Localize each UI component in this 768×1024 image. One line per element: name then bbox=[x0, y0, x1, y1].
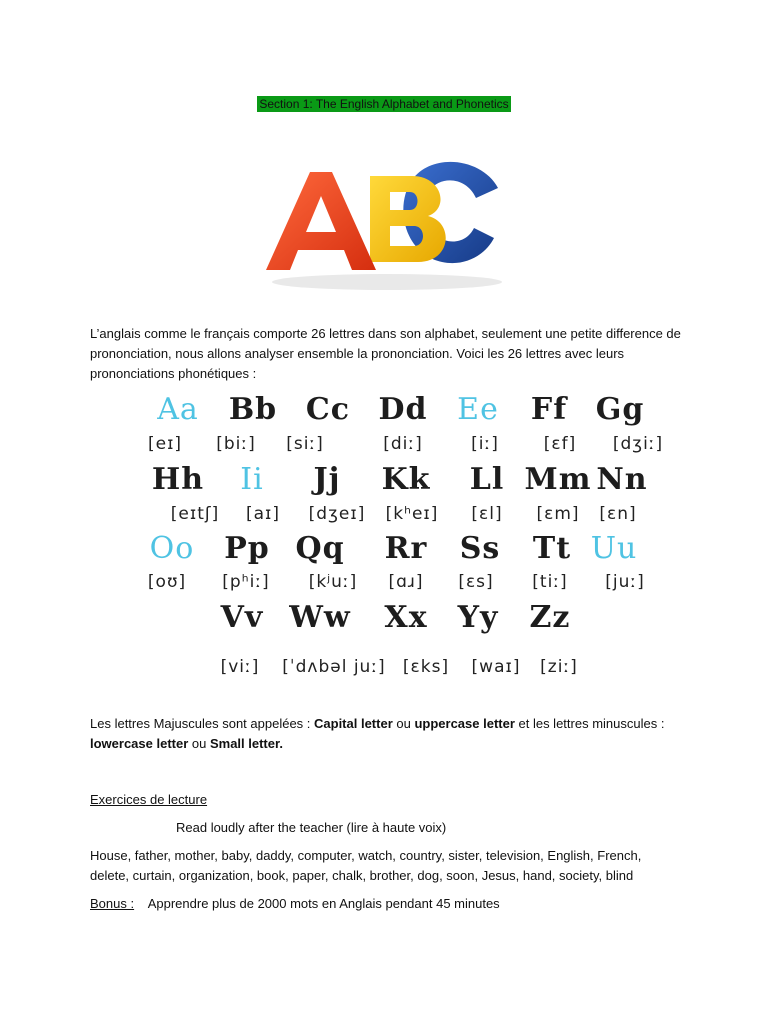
phonetic-transcription: [siː] bbox=[286, 434, 324, 454]
case-text: Les lettres Majuscules sont appelées : bbox=[90, 716, 315, 731]
phonetic-transcription: [ɛm] bbox=[536, 504, 580, 524]
phonetic-transcription: [biː] bbox=[216, 434, 256, 454]
phonetic-transcription: [eɪtʃ] bbox=[170, 504, 220, 524]
small-letter-term: Small letter. bbox=[209, 736, 283, 751]
alphabet-letter: Nn bbox=[596, 462, 648, 497]
exercises-title: Exercices de lecture bbox=[90, 792, 208, 807]
phonetic-transcription: [iː] bbox=[471, 434, 499, 454]
intro-paragraph: L’anglais comme le français comporte 26 lettres dans son alphabet, seulement une petite difference de prononciation, nous allons analyser ensemble la prononciation. Voici les 26 lettres avec leurs prononciations phonétiques : bbox=[90, 326, 681, 381]
abc-logo-image bbox=[262, 150, 512, 292]
alphabet-letter: Hh bbox=[151, 462, 205, 497]
alphabet-letter: Gg bbox=[595, 392, 645, 427]
phonetic-transcription: [kʰeɪ] bbox=[385, 504, 439, 524]
alphabet-letter: Ss bbox=[459, 531, 501, 566]
section-heading-text: Section 1: The English Alphabet and Phonetics bbox=[259, 97, 509, 111]
alphabet-letter: Tt bbox=[532, 531, 572, 566]
phonetic-transcription: [waɪ] bbox=[471, 657, 521, 677]
alphabet-letter: Bb bbox=[228, 392, 278, 427]
phonetic-transcription: [ɛn] bbox=[599, 504, 637, 524]
case-paragraph bbox=[90, 714, 690, 754]
alphabet-letter: Oo bbox=[149, 531, 195, 566]
alphabet-letter: Qq bbox=[295, 531, 345, 566]
alphabet-letter: Cc bbox=[305, 392, 351, 427]
phonetic-transcription: [dʒiː] bbox=[612, 434, 664, 454]
alphabet-letter: Pp bbox=[224, 531, 270, 566]
phonetic-transcription: [ɛl] bbox=[471, 504, 503, 524]
phonetic-transcription: [kʲuː] bbox=[308, 572, 358, 592]
phonetic-transcription: [ɛf] bbox=[543, 434, 577, 454]
phonetic-transcription: [ɛks] bbox=[402, 657, 450, 677]
phonetic-transcription: [eɪ] bbox=[147, 434, 183, 454]
phonetic-transcription: [ɛs] bbox=[458, 572, 494, 592]
exercise-instruction: Read loudly after the teacher (lire à haute voix) bbox=[176, 820, 447, 835]
phonetic-transcription: [pʰiː] bbox=[222, 572, 270, 592]
alphabet-letter: Jj bbox=[313, 462, 341, 497]
bonus-line bbox=[90, 894, 500, 914]
lowercase-letter-term: lowercase letter bbox=[90, 736, 189, 751]
alphabet-letter: Rr bbox=[384, 531, 428, 566]
alphabet-letter: Mm bbox=[524, 462, 592, 497]
phonetic-transcription: [tiː] bbox=[532, 572, 568, 592]
case-text: ou bbox=[188, 736, 210, 751]
phonetic-transcription: [diː] bbox=[383, 434, 423, 454]
phonetic-transcription: [aɪ] bbox=[246, 504, 280, 524]
phonetic-transcription: [oʊ] bbox=[147, 572, 187, 592]
bonus-text: Apprendre plus de 2000 mots en Anglais pendant 45 minutes bbox=[147, 896, 500, 911]
alphabet-letter: Aa bbox=[157, 392, 199, 427]
phonetic-transcription: [ˈdʌbəl juː] bbox=[282, 657, 386, 677]
alphabet-letter: Uu bbox=[590, 531, 638, 566]
alphabet-letter: Zz bbox=[529, 600, 571, 635]
capital-letter-term: Capital letter bbox=[314, 716, 393, 731]
alphabet-letter: Ee bbox=[457, 392, 499, 427]
case-text: ou bbox=[392, 716, 415, 731]
alphabet-letter: Ww bbox=[289, 600, 351, 635]
alphabet-letter: Ii bbox=[240, 462, 264, 497]
uppercase-letter-term: uppercase letter bbox=[414, 716, 515, 731]
phonetic-transcription: [ziː] bbox=[540, 657, 578, 677]
phonetic-transcription: [juː] bbox=[605, 572, 645, 592]
alphabet-letter: Yy bbox=[457, 600, 499, 635]
alphabet-letter: Dd bbox=[378, 392, 428, 427]
alphabet-letter: Ff bbox=[530, 392, 568, 427]
alphabet-letter: Kk bbox=[381, 462, 431, 497]
phonetic-transcription: [viː] bbox=[220, 657, 260, 677]
alphabet-letter: Ll bbox=[469, 462, 505, 497]
alphabet-letter: Vv bbox=[220, 600, 264, 635]
bonus-label: Bonus : bbox=[90, 896, 135, 911]
phonetic-transcription: [dʒeɪ] bbox=[308, 504, 366, 524]
case-text: et les lettres minuscules : bbox=[514, 716, 665, 731]
word-list bbox=[90, 846, 730, 886]
section-heading bbox=[0, 95, 768, 113]
word-list-line: House, father, mother, baby, daddy, computer, watch, country, sister, television, English, French, bbox=[90, 848, 642, 863]
phonetic-transcription: [ɑɹ] bbox=[388, 572, 424, 592]
alphabet-letter: Xx bbox=[384, 600, 428, 635]
word-list-line: delete, curtain, organization, book, paper, chalk, brother, dog, soon, Jesus, hand, society, blind bbox=[90, 868, 634, 883]
